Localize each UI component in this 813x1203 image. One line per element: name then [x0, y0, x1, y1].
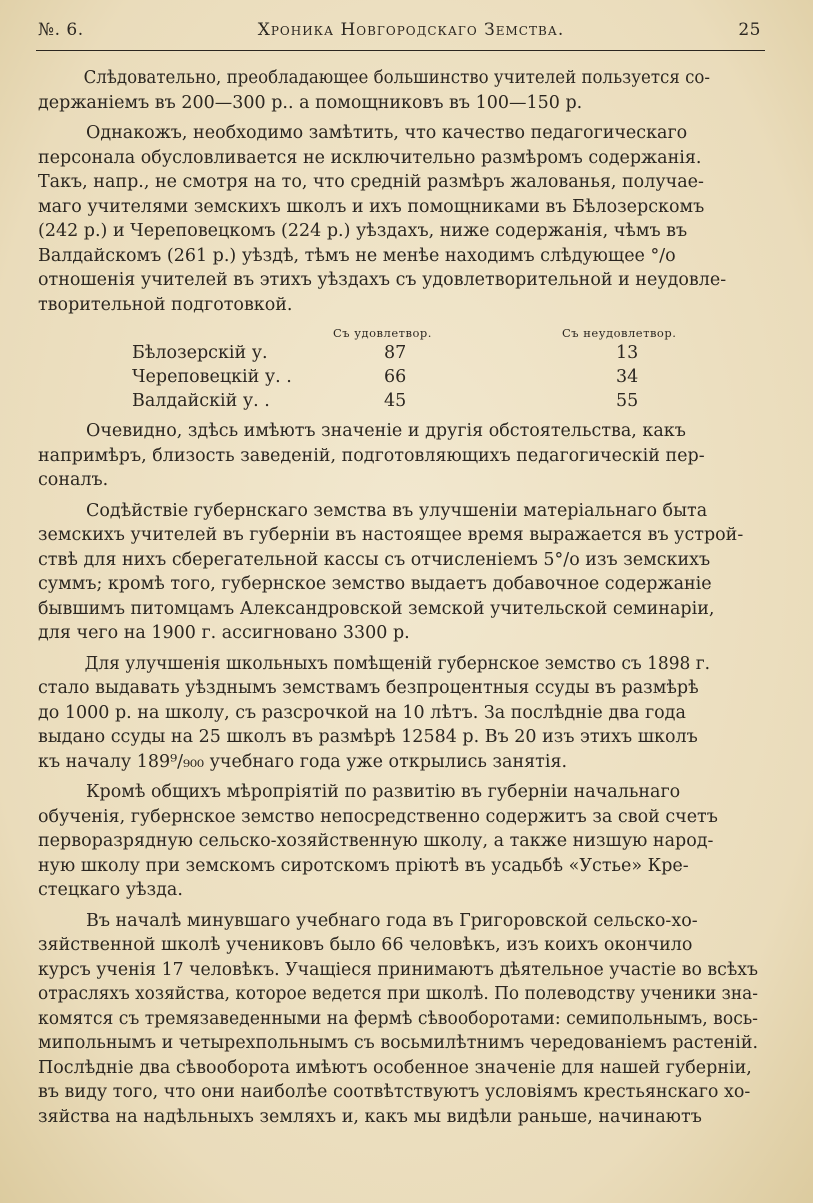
teachers-table — [38, 321, 758, 413]
district-name: Бѣлозерскій у. — [132, 343, 268, 363]
text-line: соналъ. — [38, 470, 109, 490]
text-line: перворазрядную сельско-хозяйственную школу, а также низшую народ- — [38, 831, 714, 851]
text-line: держаніемъ въ 200—300 р.. а помощниковъ въ 100—150 р. — [38, 92, 583, 113]
text-line: бывшимъ питомцамъ Александровской земской учительской семинаріи, — [38, 598, 715, 619]
bad-value: 55 — [616, 391, 639, 411]
table-row — [38, 389, 758, 413]
text-line: стецкаго уѣзда. — [38, 880, 183, 900]
good-value: 87 — [384, 343, 407, 363]
text-line: земскихъ учителей въ губерніи въ настоящее время выражается въ устрой- — [38, 525, 744, 545]
running-header — [38, 20, 761, 48]
text-line: Въ началѣ минувшаго учебнаго года въ Григоровской сельско-хо- — [86, 910, 698, 931]
bad-value: 34 — [616, 367, 639, 387]
paragraph — [38, 419, 758, 493]
text-line: для чего на 1900 г. ассигновано 3300 р. — [38, 623, 410, 643]
text-line: творительной подготовкой. — [38, 294, 293, 315]
good-value: 66 — [384, 367, 407, 387]
paragraphs-after-table — [38, 419, 758, 1129]
text-line: къ началу 189⁹/₉₀₀ учебнаго года уже открылись занятія. — [38, 751, 568, 772]
good-value: 45 — [384, 391, 407, 411]
text-line: Кромѣ общихъ мѣропріятій по развитію въ губерніи начальнаго — [86, 782, 681, 802]
text-line: отрасляхъ хозяйства, которое ведется при школѣ. По полеводству ученики зна- — [38, 984, 758, 1004]
district-name: Валдайскій у. . — [132, 391, 270, 411]
text-line: зяйственной школѣ учениковъ было 66 человѣкъ, изъ коихъ окончило — [38, 935, 693, 955]
text-line: Слѣдовательно, преобладающее большинство учителей пользуется со- — [83, 68, 711, 88]
text-line: мипольнымъ и четырехпольнымъ съ восьмилѣтнимъ чередованіемъ растеній. — [38, 1033, 759, 1053]
paragraph — [38, 909, 758, 1130]
text-line: ствѣ для нихъ сберегательной кассы съ отчисленіемъ 5°/o изъ земскихъ — [38, 549, 711, 570]
text-line: отношенія учителей въ этихъ уѣздахъ съ удовлетворительной и неудовле- — [38, 270, 727, 290]
text-line: Валдайскомъ (261 р.) уѣздѣ, тѣмъ не менѣе находимъ слѣдующее °/o — [38, 245, 676, 266]
table-row — [38, 365, 758, 389]
text-line: комятся съ тремязаведенными на фермѣ сѣвооборотами: семипольнымъ, вось- — [38, 1008, 758, 1029]
text-line: Послѣдніе два сѣвооборота имѣютъ особенное значеніе для нашей губерніи, — [38, 1057, 752, 1078]
text-line: персонала обусловливается не исключительно размѣромъ содержанія. — [38, 147, 702, 168]
bad-value: 13 — [616, 343, 639, 363]
header-rule — [36, 50, 765, 51]
text-line: суммъ; кромѣ того, губернское земство выдаетъ добавочное содержаніе — [38, 574, 712, 594]
text-line: Содѣйствіе губернскаго земства въ улучшеніи матеріальнаго быта — [86, 500, 708, 521]
text-line: Такъ, напр., не смотря на то, что средній размѣръ жалованья, получае- — [38, 172, 704, 192]
paragraphs-before-table — [38, 66, 758, 317]
text-line: курсъ ученія 17 человѣкъ. Учащіеся принимаютъ дѣятельное участіе во всѣхъ — [38, 959, 759, 980]
table-header-row — [38, 321, 758, 341]
table-row — [38, 341, 758, 365]
text-line: маго учителями земскихъ школъ и ихъ помощниками въ Бѣлозерскомъ — [38, 196, 705, 217]
text-line: стало выдавать уѣзднымъ земствамъ безпроцентныя ссуды въ размѣрѣ — [38, 678, 699, 698]
text-line: Однакожъ, необходимо замѣтить, что качество педагогическаго — [86, 123, 688, 143]
paragraph — [38, 121, 758, 317]
text-line: напримѣръ, близость заведеній, подготовляющихъ педагогическій пер- — [38, 445, 705, 466]
text-line: ную школу при земскомъ сиротскомъ пріютѣ въ усадьбѣ «Устье» Кре- — [38, 855, 689, 876]
table-header-bad: Съ неудовлетвор. — [562, 326, 677, 340]
text-line: до 1000 р. на школу, съ разсрочкой на 10 лѣтъ. За послѣдніе два года — [38, 702, 686, 723]
journal-title: Хроника Новгородскаго Земства. — [257, 20, 565, 40]
text-line: Для улучшенія школьныхъ помѣщеній губернское земство съ 1898 г. — [84, 653, 711, 674]
issue-number: №. 6. — [38, 20, 84, 40]
paragraph — [38, 780, 758, 903]
page-number: 25 — [738, 20, 761, 40]
text-line: Очевидно, здѣсь имѣютъ значеніе и другія обстоятельства, какъ — [86, 421, 686, 441]
table-header-good: Съ удовлетвор. — [333, 326, 432, 340]
text-line: обученія, губернское земство непосредственно содержитъ за свой счетъ — [38, 806, 718, 827]
paragraph — [38, 66, 758, 115]
text-line: въ виду того, что они наиболѣе соотвѣтствуютъ условіямъ крестьянскаго хо- — [38, 1082, 751, 1102]
paragraph — [38, 652, 758, 775]
text-line: выдано ссуды на 25 школъ въ размѣрѣ 12584 р. Въ 20 изъ этихъ школъ — [38, 727, 698, 747]
text-line: зяйства на надѣльныхъ земляхъ и, какъ мы видѣли раньше, начинаютъ — [38, 1106, 702, 1127]
page-body — [38, 66, 758, 1135]
text-line: (242 р.) и Череповецкомъ (224 р.) уѣздахъ, ниже содержанія, чѣмъ въ — [38, 221, 688, 241]
district-name: Череповецкій у. . — [132, 367, 292, 387]
paragraph — [38, 499, 758, 646]
